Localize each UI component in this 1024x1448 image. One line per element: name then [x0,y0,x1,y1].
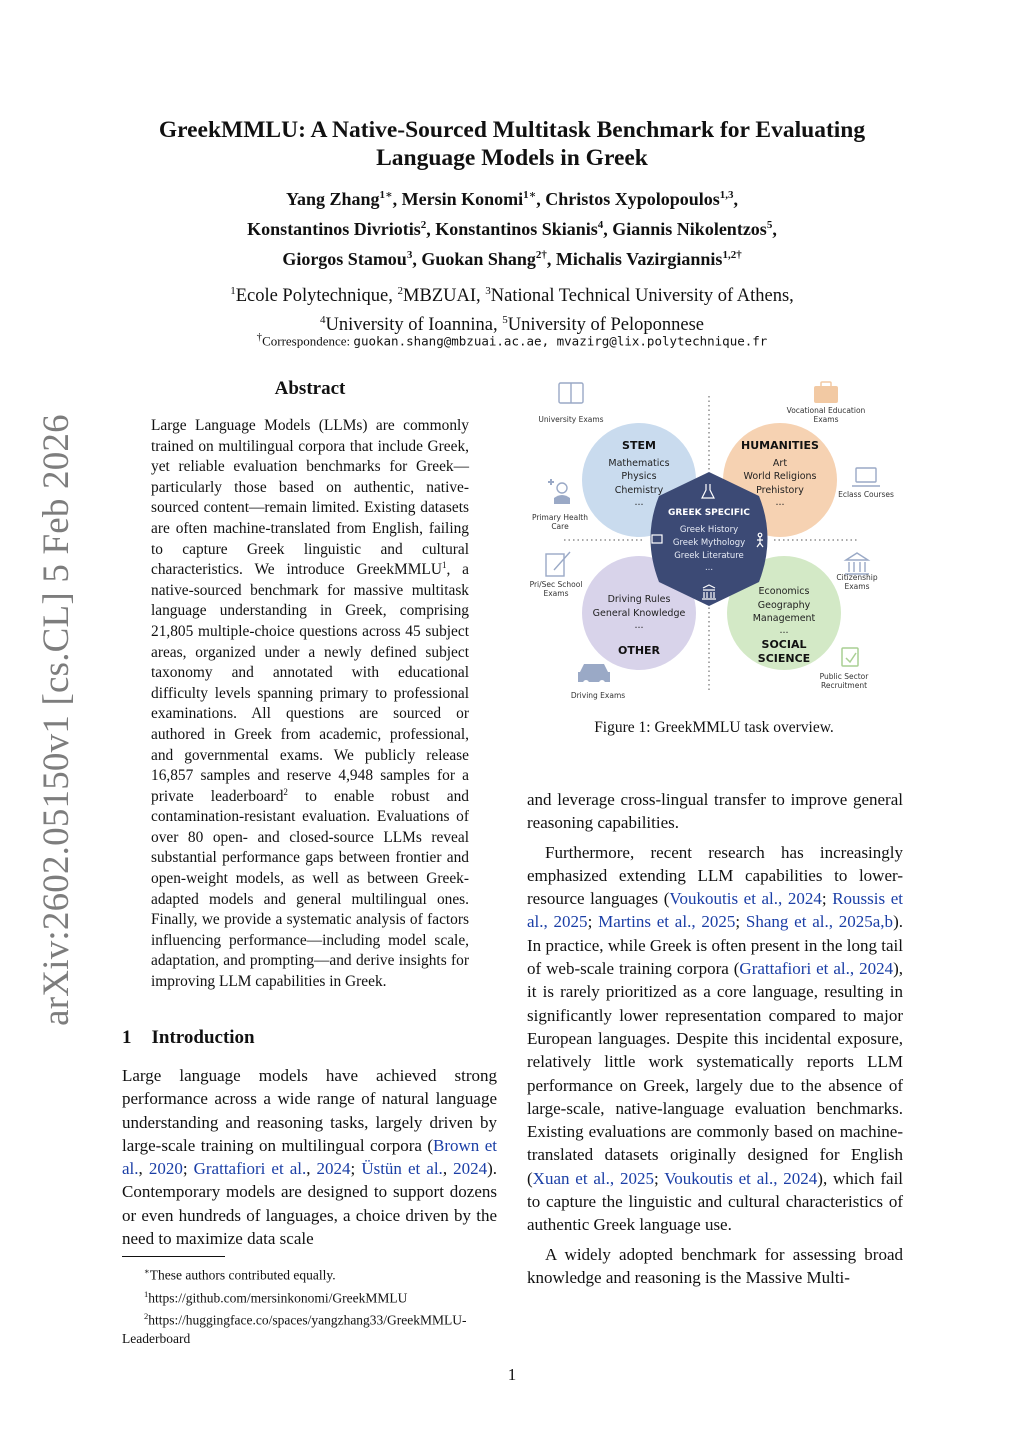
citation-link[interactable]: 2020 [148,1159,183,1179]
citation-link[interactable]: Grattafiori et al., 2024 [739,959,894,979]
citation-link[interactable]: Grattafiori et al. [193,1159,307,1179]
footnote-rule [122,1256,225,1257]
author-sep: , [426,219,436,239]
greek-item: Greek Literature [674,551,744,561]
greek-item: Greek History [679,525,739,535]
footnote [122,1307,508,1348]
abstract-text: Large Language Models (LLMs) are commonly trained on multilingual corpora that include Greek, yet reliable evaluation benchmarks for Greek—particularly those based on authentic, native-sourced content—remain limited. Existing datasets are often machine-translated from English, failing to capture Greek linguistic and cultural characteristics. We introduce GreekMMLU [151,417,469,579]
author-affil: 2 [420,219,427,231]
driving-exams-label: Driving Exams [570,691,626,700]
affil-number: 4 [319,314,326,327]
body-text: ; [735,912,746,932]
author-affil: 4 [597,219,604,231]
section-title: Introduction [151,1027,255,1048]
footnote [122,1262,508,1285]
citation-link[interactable]: Üstün et al. [361,1159,443,1179]
vocational-label: Exams [813,415,839,424]
footnote [122,1285,508,1308]
social-item: Economics [758,586,810,597]
affil-name: University of Ioannina, [325,315,503,336]
affiliations [112,279,912,337]
author-sep: , [412,249,422,269]
other-item: General Knowledge [592,608,686,619]
correspondence [112,331,912,349]
social-item: ... [779,625,789,636]
citation-link[interactable]: 2024 [316,1159,351,1179]
author-affil: 3 [406,249,413,261]
stem-item: Chemistry [614,485,664,496]
body-text: , [138,1159,149,1179]
body-text: Large language models have achieved strong performance across a wide range of natural language understanding and reasoning tasks, largely driven by large-scale training on multilingual corpora ( [122,1066,497,1155]
university-exams-label: University Exams [538,415,604,424]
prisec-label: Exams [543,589,569,598]
title-line-2: Language Models in Greek [376,145,648,171]
stem-item: Mathematics [608,458,670,469]
clipboard-check-icon [842,648,858,666]
body-text: , [442,1159,454,1179]
affil-number: 1 [230,285,236,297]
author-mark: † [736,249,742,261]
author-mark: † [541,249,547,261]
body-text: ), it is rarely prioritized as a core language, resulting in significantly lower representation compared to major European languages. Despite this incidental exposure, relatively little work systematically reports LLM performance on Greek, largely due to the absence of large-scale, native-language evaluation benchmarks. Existing evaluations are commonly based on machine-translated datasets originally designed for English ( [527,959,904,1188]
humanities-item: World Religions [743,471,817,482]
vocational-label: Vocational Education [786,406,866,415]
paragraph [527,841,903,1237]
humanities-item: ... [775,497,785,508]
author-sep: , [546,249,556,269]
citation-link[interactable]: Xuan et al., 2025 [532,1168,654,1188]
other-item: ... [634,620,644,631]
stem-item: Physics [621,471,657,482]
body-text: ), which fail to capture the linguistic and cultural characteristics of authentic Greek language use. [527,1168,904,1235]
abstract-heading: Abstract [274,378,346,399]
author-affil: 1,3 [719,189,734,201]
author-name: Guokan Shang [421,249,536,269]
footnote-mark: 2 [144,1311,149,1321]
author-name: Giorgos Stamou [282,249,407,269]
affil-name: MBZUAI, [403,286,486,307]
task-overview-figure [524,380,904,710]
author-sep: , [392,189,402,209]
author-name: Konstantinos Skianis [435,219,598,239]
figure-caption: Figure 1: GreekMMLU task overview. [594,719,834,736]
footnote-url[interactable]: https://github.com/mersinkonomi/GreekMMLU [148,1290,408,1305]
corr-emails[interactable]: guokan.shang@mbzuai.ac.ae, mvazirg@lix.polytechnique.fr [353,333,768,349]
footnote-url[interactable]: https://huggingface.co/spaces/yangzhang33/GreekMMLU-Leaderboard [122,1312,467,1346]
prisec-label: Pri/Sec School [529,580,583,589]
primary-health-label: Care [551,522,569,531]
author-list [112,182,912,272]
citizenship-label: Citizenship [836,573,878,582]
footnote-mark: 1 [144,1288,149,1299]
author-name: Mersin Konomi [401,189,524,209]
stem-title: STEM [622,439,656,452]
paper-title [112,116,912,172]
greek-item: Greek Mythology [672,538,746,548]
public-sector-label: Recruitment [820,681,868,690]
social-item: Management [752,613,816,624]
citation-link[interactable]: Roussis et al., 2025 [527,889,903,932]
arxiv-identifier: arXiv:2602.05150v1 [cs.CL] 5 Feb 2026 [36,414,77,1026]
primary-health-label: Primary Health [532,513,588,522]
citation-link[interactable]: Martins et al., 2025 [598,912,736,932]
body-text: ; [821,889,833,909]
author-line-1 [112,182,912,212]
title-line-1: GreekMMLU: A Native-Sourced Multitask Benchmark for Evaluating [158,117,866,143]
citation-link[interactable]: Voukoutis et al., 2024 [664,1168,818,1188]
paragraph: and leverage cross-lingual transfer to improve general reasoning capabilities. [527,790,903,833]
social-title: SOCIAL [761,638,807,651]
affiliation-line-1 [112,279,912,308]
body-text: Furthermore, recent research has increasingly emphasized extending LLM capabilities to lower-resource languages ( [527,842,903,909]
author-affil: 2 [535,249,542,261]
body-text: ). Contemporary models are designed to support dozens or even hundreds of languages, a choice driven by the need to maximize data scale [122,1159,498,1249]
greek-title: GREEK SPECIFIC [667,508,751,518]
health-icon [548,479,570,504]
pencil-paper-icon [546,552,570,576]
author-name: Christos Xypolopoulos [545,189,720,209]
author-affil: 1,2 [722,249,737,261]
citation-link[interactable]: Brown et al. [122,1135,497,1179]
footnote-text: These authors contributed equally. [149,1267,336,1283]
eclass-label: Eclass Courses [838,490,894,499]
author-sep: , [603,219,613,239]
body-text: ; [182,1159,194,1179]
footnote-mark: ∗ [144,1266,150,1276]
corr-mark: † [256,331,263,343]
affil-number: 3 [485,285,491,297]
other-item: Driving Rules [607,594,671,605]
greek-item: ... [704,563,714,573]
right-column-text [527,788,903,1295]
author-sep: , [536,189,546,209]
body-text: ). In practice, while Greek is often present in the long tail of web-scale training corpora ( [527,912,903,979]
author-name: Konstantinos Divriotis [247,219,421,239]
author-name: Giannis Nikolentzos [612,219,767,239]
body-text: ; [350,1159,362,1179]
other-title: OTHER [617,644,661,657]
paragraph: A widely adopted benchmark for assessing broad knowledge and reasoning is the Massive Multi- [527,1244,903,1287]
citation-link[interactable]: 2024 [453,1159,488,1179]
affil-name: University of Peloponnese [507,315,705,336]
affil-number: 5 [502,314,508,327]
briefcase-icon [814,382,838,403]
citizenship-label: Exams [844,582,870,591]
humanities-item: Prehistory [756,485,804,496]
intro-paragraph [122,1064,497,1250]
abstract-text: to enable robust and contamination-resistant evaluation. Evaluations of over 80 open- and closed-source LLMs reveal substantial performance gaps between frontier and open-weight models, as well as between Greek-adapted models and general multilingual ones. Finally, we provide a systematic analysis of factors influencing performance—including model scale, adaptation, and prompting—and derive insights for improving LLM capabilities in Greek. [151,787,469,991]
section-number: 1 [122,1027,132,1048]
footnote-ref[interactable]: 1 [441,560,447,571]
citation-link[interactable]: Voukoutis et al., 2024 [669,889,822,909]
stem-item: ... [634,497,644,508]
author-name: Michalis Vazirgiannis [555,249,723,269]
humanities-title: HUMANITIES [741,439,819,452]
author-sep: , [772,219,777,239]
public-sector-label: Public Sector [819,672,869,681]
author-affil: 5 [766,219,773,231]
social-title: SCIENCE [757,652,811,665]
author-mark: ∗ [528,189,537,201]
section-heading [122,1027,482,1049]
body-text: , [306,1159,317,1179]
abstract-body [151,416,469,993]
author-line-2 [112,212,912,242]
social-item: Geography [757,600,811,611]
author-affil: 1 [379,189,386,201]
laptop-icon [852,468,880,486]
open-book-icon [559,383,583,403]
author-mark: ∗ [385,189,393,201]
footnotes [122,1262,508,1348]
humanities-item: Art [772,458,788,469]
author-name: Yang Zhang [285,189,380,209]
government-building-icon [845,553,869,574]
body-text: ; [653,1168,665,1188]
affil-name: Ecole Polytechnique, [235,286,398,307]
author-affil: 1 [523,189,529,201]
citation-link[interactable]: Shang et al., 2025a,b [745,912,894,932]
affil-name: National Technical University of Athens, [490,286,794,307]
car-icon [578,664,610,686]
body-text: ; [587,912,599,932]
abstract-text: , a native-sourced benchmark for massive multitask language understanding in Greek, comprising 21,805 multiple-choice questions across 45 subject areas, organized under a newly defined subject taxonomy and annotated with educational difficulty levels spanning primary to professional examinations. All questions are sourced or authored in Greek from academic, professional, and governmental exams. We publicly release 16,857 samples and reserve 4,948 samples for a private leaderboard [151,561,469,805]
page-number: 1 [507,1365,517,1384]
footnote-ref[interactable]: 2 [283,786,288,797]
author-sep: , [733,189,739,209]
corr-label: Correspondence: [262,333,354,349]
affil-number: 2 [397,285,404,297]
author-line-3 [112,242,912,272]
